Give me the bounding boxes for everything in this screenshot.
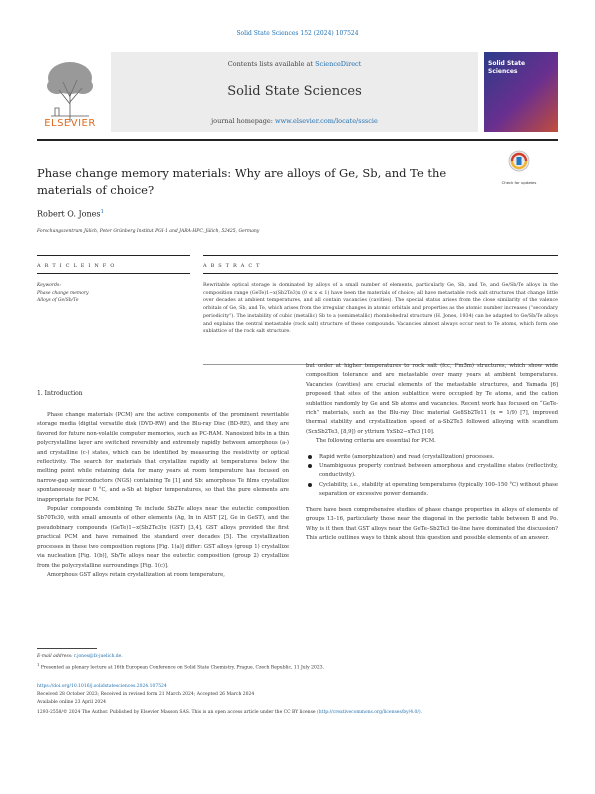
keyword-item: Alloys of Ge/Sb/Te — [37, 298, 79, 303]
list-item-text: Rapid write (amorphization) and read (crystallization) processes. — [319, 453, 495, 460]
keyword-item: Phase change memory — [37, 291, 89, 296]
footnote-rule — [37, 648, 97, 649]
homepage-prefix: journal homepage: — [211, 117, 273, 125]
sciencedirect-link[interactable]: ScienceDirect — [315, 60, 362, 68]
body-column-right — [306, 362, 558, 543]
footnote-note — [37, 663, 558, 671]
article-title: Phase change memory materials: Why are alloys of Ge, Sb, and Te the materials of choice? — [37, 166, 447, 197]
author-line — [37, 209, 104, 219]
doi-link[interactable]: https://doi.org/10.1016/j.solidstatesciences.2024.107524 — [37, 684, 167, 689]
header-rule — [37, 139, 558, 141]
cover-title-line1: Solid State — [488, 60, 526, 67]
homepage-link[interactable]: www.elsevier.com/locate/ssscie — [275, 117, 378, 125]
section-heading-introduction: 1. Introduction — [37, 390, 83, 397]
list-item — [306, 481, 558, 500]
email-link[interactable]: r.jones@fz-juelich.de. — [73, 654, 123, 659]
article-info-rule-top — [37, 255, 190, 256]
abstract-rule-mid — [203, 273, 558, 274]
bullet-icon — [308, 464, 312, 468]
footnote-mark: 1 — [37, 663, 40, 667]
affiliation: Forschungszentrum Jülich, Peter Grünberg Institut PGI-1 and JARA-HPC, Jülich, 52425, Germany — [37, 229, 260, 234]
body-paragraph: but order at higher temperatures to rock salt (fcc, Fm3̄m) structures, which show wide composition tolerance and are metastable over many years at ambient temperatures. Vacancies (cavities) are crucial elements of the metastable structures, and Yamada [6] proposed that sites of the anion sublattice were occupied by Te atoms, and the cation sublattice randomly by Ge and Sb atoms and vacancies. Recent work has focused on “GeTe-rich” materials, such as the Blu-ray Disc material Ge8Sb2Te11 (x = 1/9) [7], improved thermal stability and crystallization speed of a-Sb2Te3 followed alloying with scandium (ScxSb2Te3, [8,9]) or yttrium YxSb2−xTe3 [10]. — [306, 363, 558, 435]
elsevier-wordmark[interactable]: ELSEVIER — [44, 118, 96, 129]
bullet-icon — [308, 455, 312, 459]
license-prefix: 1293-2558/© 2024 The Author. Published by Elsevier Masson SAS. This is an open access article under the CC BY license — [37, 710, 316, 715]
body-column-left — [37, 411, 289, 580]
homepage-line — [111, 117, 478, 125]
journal-citation[interactable]: Solid State Sciences 152 (2024) 107524 — [236, 30, 359, 37]
list-item-text: Cyclability, i.e., stability at operating temperatures (typically 100–150 °C) without phase separation or excessive power demands. — [319, 481, 558, 498]
keywords-label: Keywords: — [37, 283, 61, 288]
keywords-list — [37, 290, 89, 304]
list-item — [306, 453, 558, 462]
contents-line — [111, 60, 478, 68]
body-paragraph: There have been comprehensive studies of phase change properties in alloys of elements of groups 13–16, particularly those near the diagonal in the periodic table between B and Po. Why is it then that GST alloys near the GeTe–Sb2Te3 tie-line have dominated the discussion? This article outlines ways to think about this question and possible elements of an answer. — [306, 506, 558, 541]
list-item — [306, 462, 558, 481]
email-label: E-mail address: — [37, 654, 73, 659]
body-paragraph: Amorphous GST alloys retain crystallization at room temperature, — [47, 571, 225, 578]
check-for-updates-label[interactable]: Check for updates — [501, 180, 537, 185]
abstract-rule-top — [203, 255, 558, 256]
received-dates: Received 28 October 2023; Received in revised form 21 March 2024; Accepted 26 March 2024 — [37, 692, 255, 697]
license-text — [37, 709, 558, 717]
abstract-text: Rewritable optical storage is dominated by alloys of a small number of elements, particularly Ge, Sb, and Te, and Ge/Sb/Te alloys in the composition range (GeTe)1−x(Sb2Te3)x (0 ≤ x ≤ 1) have been the materials of choice; all have metastable rock salt structures that change little over decades at ambient temperatures, and all contain vacancies (cavities). The special status arises from the close similarity of the valence orbitals of Ge, Sb, and Te, which arises from the irregular changes in atomic orbitals and properties as the atomic number increases (“secondary periodicity”). The instability of cubic (metallic) Sb to a (semimetallic) rhombohedral structure (H. Jones, 1934) can be adapted to Ge/Sb/Te alloys and explains the central metastable (rock salt) structure of these compounds. Vacancies almost always occur next to Te atoms, which form one sublattice of the rock salt structure. — [203, 283, 558, 335]
available-online: Available online 23 April 2024 — [37, 700, 106, 705]
body-paragraph: Phase change materials (PCM) are the active components of the prominent rewritable storage media (digital versatile disk (DVD-RW) and the Blu-ray Disc (BD-RE), and they are favored for future non-volatile computer memories, such as PC-RAM. Nanosized bits in a thin polycrystalline layer are switched reversibly and extremely rapidly between amorphous (a-) and crystalline (c-) states, which can be identified by measuring the resistivity or optical reflectivity. The search for materials that crystallize rapidly at temperatures below the melting point while retaining data for many years at room temperature has focused on narrow-gap semiconductors (NGS) containing Te [1] and Sb: amorphous Te films crystallize spontaneously near 0 °C, and a-Sb at higher temperatures, so that the pure elements are inappropriate for PCM. — [37, 412, 289, 503]
contents-prefix: Contents lists available at — [227, 60, 314, 68]
footnote-note-text: Presented as plenary lecture at 16th European Conference on Solid State Chemistry, Prague, Czech Republic, 11 July 2023. — [40, 665, 324, 671]
footnote-email — [37, 654, 558, 659]
body-paragraph: The following criteria are essential for PCM. — [316, 438, 436, 445]
bullet-icon — [308, 483, 312, 487]
journal-title: Solid State Sciences — [227, 84, 362, 99]
list-item-text: Unambiguous property contrast between amorphous and crystalline states (reflectivity, conductivity). — [319, 463, 558, 479]
cover-title-line2: Sciences — [488, 68, 518, 75]
abstract-heading: A B S T R A C T — [203, 263, 261, 269]
article-info-rule-bottom — [37, 273, 190, 274]
body-paragraph: Popular compounds combining Te include Sb2Te alloys near the eutectic composition Sb70Te30, with small amounts of other elements (Ag, In in AIST [2], Ge in GeST), and the pseudobinary compounds (GeTe)1−x(Sb2Te3)x (GST) [3,4]. GST alloys provided the first practical PCM and have remained the standard over decades [5]. The crystallization processes in these two composition regions [Fig. 1(a)] differ: GST alloys (group 1) crystallize via nucleation [Fig. 1(b)], Sb/Te alloys near the eutectic composition (group 2) crystallize from the polycrystalline surroundings [Fig. 1(c)]. — [37, 506, 289, 569]
license-link[interactable]: (http://creativecommons.org/licenses/by/4.0/). — [317, 710, 423, 715]
author-name[interactable]: Robert O. Jones — [37, 209, 101, 219]
article-info-heading: A R T I C L E I N F O — [37, 263, 116, 269]
criteria-list — [306, 453, 558, 500]
author-footnote-mark[interactable]: 1 — [100, 209, 104, 215]
